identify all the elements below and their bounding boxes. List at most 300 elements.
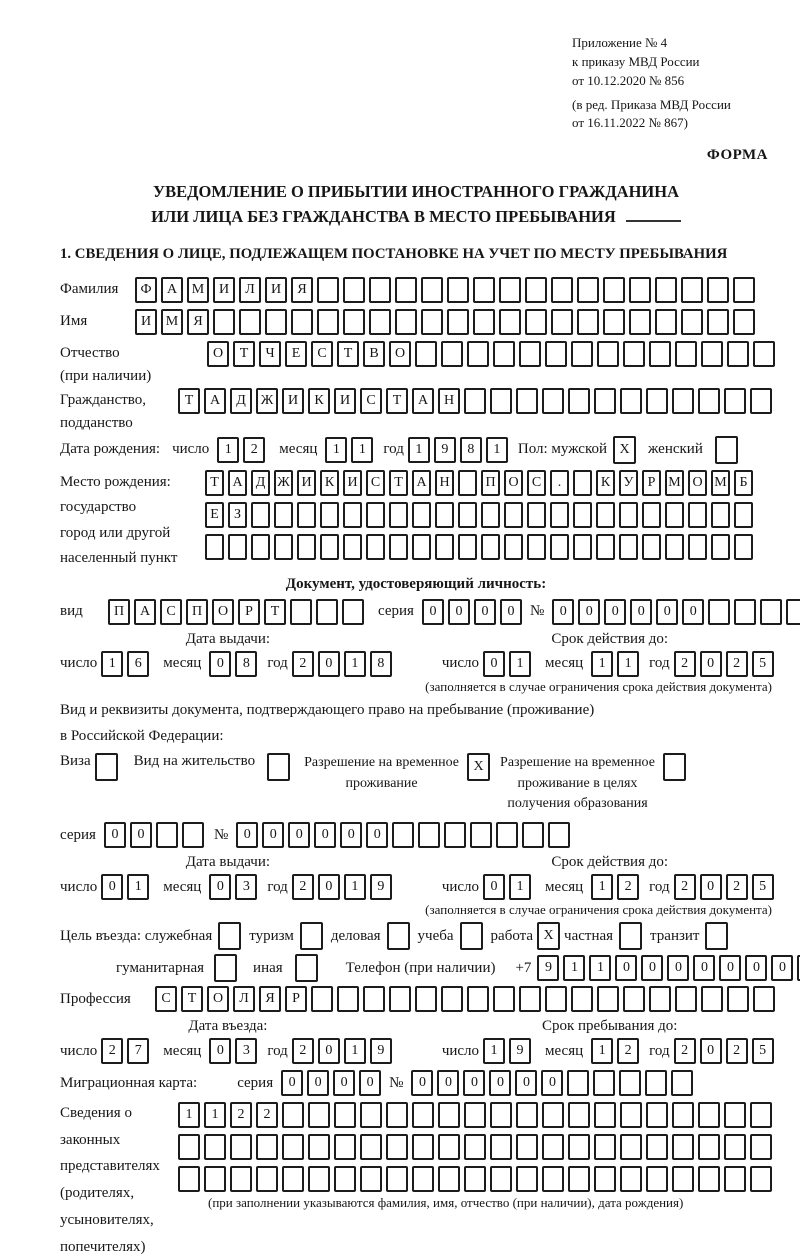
char-cell[interactable] [412, 534, 431, 560]
char-cell[interactable]: 9 [434, 437, 456, 463]
char-cell[interactable]: 0 [411, 1070, 433, 1096]
char-cell[interactable] [205, 534, 224, 560]
char-cell[interactable]: П [186, 599, 208, 625]
char-cell[interactable] [228, 534, 247, 560]
char-cell[interactable] [542, 1166, 564, 1192]
char-cell[interactable] [701, 986, 723, 1012]
char-cell[interactable]: 9 [370, 874, 392, 900]
char-cell[interactable]: 0 [262, 822, 284, 848]
char-cell[interactable]: М [711, 470, 730, 496]
char-cell[interactable] [311, 986, 333, 1012]
char-cell[interactable]: 0 [515, 1070, 537, 1096]
char-cell[interactable] [156, 822, 178, 848]
char-cell[interactable]: Е [205, 502, 224, 528]
char-cell[interactable]: 1 [344, 651, 366, 677]
char-cell[interactable] [750, 1166, 772, 1192]
char-cell[interactable] [334, 1102, 356, 1128]
char-cell[interactable] [527, 502, 546, 528]
char-cell[interactable]: А [228, 470, 247, 496]
female-checkbox[interactable] [715, 436, 738, 464]
char-cell[interactable] [467, 341, 489, 367]
char-cell[interactable] [760, 599, 782, 625]
char-cell[interactable]: О [688, 470, 707, 496]
char-cell[interactable] [545, 341, 567, 367]
char-cell[interactable] [724, 388, 746, 414]
char-cell[interactable]: 1 [483, 1038, 505, 1064]
char-cell[interactable] [596, 534, 615, 560]
char-cell[interactable] [317, 277, 339, 303]
char-cell[interactable] [251, 534, 270, 560]
char-cell[interactable]: 2 [230, 1102, 252, 1128]
char-cell[interactable]: Т [181, 986, 203, 1012]
char-cell[interactable] [470, 822, 492, 848]
char-cell[interactable]: 9 [537, 955, 559, 981]
char-cell[interactable]: 8 [235, 651, 257, 677]
char-cell[interactable]: 0 [333, 1070, 355, 1096]
char-cell[interactable] [490, 1134, 512, 1160]
char-cell[interactable] [230, 1166, 252, 1192]
char-cell[interactable] [551, 309, 573, 335]
char-cell[interactable] [727, 341, 749, 367]
char-cell[interactable] [527, 534, 546, 560]
char-cell[interactable] [516, 1102, 538, 1128]
char-cell[interactable]: У [619, 470, 638, 496]
char-cell[interactable] [282, 1166, 304, 1192]
char-cell[interactable]: А [161, 277, 183, 303]
char-cell[interactable]: 6 [127, 651, 149, 677]
char-cell[interactable] [551, 277, 573, 303]
char-cell[interactable] [386, 1102, 408, 1128]
char-cell[interactable]: 3 [235, 874, 257, 900]
char-cell[interactable]: 1 [509, 651, 531, 677]
char-cell[interactable]: Ч [259, 341, 281, 367]
char-cell[interactable]: 0 [483, 651, 505, 677]
char-cell[interactable]: 2 [726, 1038, 748, 1064]
char-cell[interactable]: К [320, 470, 339, 496]
char-cell[interactable]: 1 [178, 1102, 200, 1128]
char-cell[interactable]: М [187, 277, 209, 303]
char-cell[interactable] [573, 470, 592, 496]
char-cell[interactable]: 0 [483, 874, 505, 900]
char-cell[interactable] [665, 534, 684, 560]
char-cell[interactable] [369, 277, 391, 303]
char-cell[interactable]: 0 [448, 599, 470, 625]
char-cell[interactable]: 0 [314, 822, 336, 848]
char-cell[interactable]: О [207, 986, 229, 1012]
char-cell[interactable]: 0 [318, 874, 340, 900]
char-cell[interactable] [366, 502, 385, 528]
char-cell[interactable] [646, 388, 668, 414]
char-cell[interactable] [438, 1134, 460, 1160]
char-cell[interactable]: С [160, 599, 182, 625]
char-cell[interactable]: 0 [307, 1070, 329, 1096]
char-cell[interactable]: Т [264, 599, 286, 625]
char-cell[interactable] [597, 341, 619, 367]
char-cell[interactable] [698, 1166, 720, 1192]
char-cell[interactable]: 2 [726, 874, 748, 900]
char-cell[interactable]: Н [435, 470, 454, 496]
char-cell[interactable] [290, 599, 312, 625]
char-cell[interactable] [366, 534, 385, 560]
char-cell[interactable]: 0 [366, 822, 388, 848]
char-cell[interactable] [493, 341, 515, 367]
char-cell[interactable] [435, 502, 454, 528]
char-cell[interactable] [568, 1134, 590, 1160]
char-cell[interactable] [724, 1102, 746, 1128]
char-cell[interactable]: 0 [359, 1070, 381, 1096]
char-cell[interactable] [550, 502, 569, 528]
char-cell[interactable]: М [665, 470, 684, 496]
char-cell[interactable]: 0 [340, 822, 362, 848]
char-cell[interactable]: А [134, 599, 156, 625]
char-cell[interactable]: 0 [667, 955, 689, 981]
char-cell[interactable] [256, 1134, 278, 1160]
char-cell[interactable] [342, 599, 364, 625]
char-cell[interactable] [389, 986, 411, 1012]
char-cell[interactable]: О [212, 599, 234, 625]
char-cell[interactable]: С [366, 470, 385, 496]
char-cell[interactable]: 7 [127, 1038, 149, 1064]
char-cell[interactable] [577, 309, 599, 335]
char-cell[interactable]: Л [239, 277, 261, 303]
char-cell[interactable] [297, 534, 316, 560]
char-cell[interactable] [320, 534, 339, 560]
char-cell[interactable]: 1 [204, 1102, 226, 1128]
char-cell[interactable] [568, 388, 590, 414]
char-cell[interactable] [681, 309, 703, 335]
char-cell[interactable]: Д [230, 388, 252, 414]
char-cell[interactable]: Н [438, 388, 460, 414]
char-cell[interactable]: 0 [745, 955, 767, 981]
char-cell[interactable]: О [504, 470, 523, 496]
char-cell[interactable] [458, 502, 477, 528]
char-cell[interactable]: А [204, 388, 226, 414]
char-cell[interactable]: 1 [563, 955, 585, 981]
char-cell[interactable] [415, 341, 437, 367]
char-cell[interactable]: Я [291, 277, 313, 303]
char-cell[interactable] [671, 1070, 693, 1096]
char-cell[interactable] [308, 1166, 330, 1192]
char-cell[interactable]: 0 [656, 599, 678, 625]
char-cell[interactable] [334, 1134, 356, 1160]
char-cell[interactable]: 2 [243, 437, 265, 463]
char-cell[interactable]: 0 [700, 874, 722, 900]
char-cell[interactable]: 0 [630, 599, 652, 625]
char-cell[interactable]: 2 [617, 1038, 639, 1064]
char-cell[interactable]: К [596, 470, 615, 496]
char-cell[interactable]: 0 [318, 651, 340, 677]
char-cell[interactable] [412, 1166, 434, 1192]
char-cell[interactable] [733, 309, 755, 335]
char-cell[interactable] [733, 277, 755, 303]
char-cell[interactable] [623, 341, 645, 367]
char-cell[interactable] [412, 502, 431, 528]
char-cell[interactable] [734, 599, 756, 625]
char-cell[interactable]: В [363, 341, 385, 367]
char-cell[interactable] [282, 1134, 304, 1160]
char-cell[interactable]: И [343, 470, 362, 496]
char-cell[interactable] [418, 822, 440, 848]
char-cell[interactable] [441, 341, 463, 367]
char-cell[interactable]: Р [238, 599, 260, 625]
edu-residence-checkbox[interactable] [663, 753, 686, 781]
char-cell[interactable] [363, 986, 385, 1012]
char-cell[interactable]: Я [187, 309, 209, 335]
char-cell[interactable]: 8 [370, 651, 392, 677]
char-cell[interactable]: Т [389, 470, 408, 496]
char-cell[interactable] [672, 388, 694, 414]
char-cell[interactable] [619, 1070, 641, 1096]
char-cell[interactable]: 3 [235, 1038, 257, 1064]
char-cell[interactable]: Т [233, 341, 255, 367]
work-checkbox[interactable]: X [537, 922, 560, 950]
char-cell[interactable] [317, 309, 339, 335]
char-cell[interactable] [504, 534, 523, 560]
char-cell[interactable]: 0 [463, 1070, 485, 1096]
char-cell[interactable]: Д [251, 470, 270, 496]
char-cell[interactable]: 2 [292, 651, 314, 677]
char-cell[interactable] [619, 534, 638, 560]
char-cell[interactable] [282, 1102, 304, 1128]
char-cell[interactable]: 0 [719, 955, 741, 981]
char-cell[interactable] [435, 534, 454, 560]
char-cell[interactable] [360, 1166, 382, 1192]
char-cell[interactable]: Е [285, 341, 307, 367]
char-cell[interactable] [447, 277, 469, 303]
char-cell[interactable] [629, 309, 651, 335]
char-cell[interactable]: М [161, 309, 183, 335]
char-cell[interactable] [620, 388, 642, 414]
char-cell[interactable] [412, 1134, 434, 1160]
char-cell[interactable]: О [389, 341, 411, 367]
char-cell[interactable] [395, 309, 417, 335]
char-cell[interactable]: С [360, 388, 382, 414]
char-cell[interactable]: И [213, 277, 235, 303]
char-cell[interactable]: 1 [591, 651, 613, 677]
char-cell[interactable]: 0 [236, 822, 258, 848]
char-cell[interactable] [629, 277, 651, 303]
char-cell[interactable]: 2 [292, 1038, 314, 1064]
char-cell[interactable]: 0 [552, 599, 574, 625]
char-cell[interactable]: 1 [408, 437, 430, 463]
char-cell[interactable] [672, 1166, 694, 1192]
char-cell[interactable]: И [334, 388, 356, 414]
char-cell[interactable]: И [282, 388, 304, 414]
residence-permit-checkbox[interactable] [267, 753, 290, 781]
char-cell[interactable] [571, 341, 593, 367]
char-cell[interactable] [182, 822, 204, 848]
char-cell[interactable] [499, 309, 521, 335]
char-cell[interactable] [596, 502, 615, 528]
char-cell[interactable] [701, 341, 723, 367]
char-cell[interactable]: 0 [578, 599, 600, 625]
char-cell[interactable]: И [297, 470, 316, 496]
char-cell[interactable] [334, 1166, 356, 1192]
char-cell[interactable] [594, 1166, 616, 1192]
char-cell[interactable] [568, 1166, 590, 1192]
char-cell[interactable] [458, 534, 477, 560]
char-cell[interactable]: 0 [693, 955, 715, 981]
char-cell[interactable]: 1 [509, 874, 531, 900]
char-cell[interactable]: 1 [127, 874, 149, 900]
char-cell[interactable]: 9 [509, 1038, 531, 1064]
char-cell[interactable] [646, 1134, 668, 1160]
char-cell[interactable] [620, 1102, 642, 1128]
char-cell[interactable]: 0 [437, 1070, 459, 1096]
char-cell[interactable] [750, 388, 772, 414]
char-cell[interactable]: 2 [256, 1102, 278, 1128]
char-cell[interactable]: 0 [209, 1038, 231, 1064]
char-cell[interactable] [711, 534, 730, 560]
char-cell[interactable]: 1 [344, 874, 366, 900]
char-cell[interactable] [619, 502, 638, 528]
char-cell[interactable]: 2 [674, 874, 696, 900]
char-cell[interactable]: 1 [101, 651, 123, 677]
char-cell[interactable]: 1 [486, 437, 508, 463]
char-cell[interactable]: 0 [500, 599, 522, 625]
char-cell[interactable] [230, 1134, 252, 1160]
char-cell[interactable] [320, 502, 339, 528]
char-cell[interactable]: 0 [288, 822, 310, 848]
private-checkbox[interactable] [619, 922, 642, 950]
char-cell[interactable] [542, 1134, 564, 1160]
char-cell[interactable] [438, 1166, 460, 1192]
char-cell[interactable] [316, 599, 338, 625]
char-cell[interactable] [655, 309, 677, 335]
char-cell[interactable]: П [481, 470, 500, 496]
char-cell[interactable] [251, 502, 270, 528]
char-cell[interactable] [360, 1134, 382, 1160]
char-cell[interactable] [274, 534, 293, 560]
char-cell[interactable] [681, 277, 703, 303]
humanitarian-checkbox[interactable] [214, 954, 237, 982]
male-checkbox[interactable]: X [613, 436, 636, 464]
char-cell[interactable] [464, 1166, 486, 1192]
char-cell[interactable] [412, 1102, 434, 1128]
char-cell[interactable] [213, 309, 235, 335]
char-cell[interactable] [493, 986, 515, 1012]
char-cell[interactable] [389, 534, 408, 560]
transit-checkbox[interactable] [705, 922, 728, 950]
char-cell[interactable] [360, 1102, 382, 1128]
temp-residence-checkbox[interactable]: X [467, 753, 490, 781]
char-cell[interactable] [204, 1134, 226, 1160]
char-cell[interactable]: 0 [682, 599, 704, 625]
char-cell[interactable] [594, 1102, 616, 1128]
char-cell[interactable] [698, 1134, 720, 1160]
char-cell[interactable]: 1 [617, 651, 639, 677]
char-cell[interactable] [447, 309, 469, 335]
char-cell[interactable] [444, 822, 466, 848]
char-cell[interactable]: 0 [700, 651, 722, 677]
char-cell[interactable]: 1 [589, 955, 611, 981]
char-cell[interactable]: 1 [351, 437, 373, 463]
char-cell[interactable] [688, 502, 707, 528]
char-cell[interactable] [525, 309, 547, 335]
char-cell[interactable] [525, 277, 547, 303]
char-cell[interactable] [343, 277, 365, 303]
char-cell[interactable]: 0 [318, 1038, 340, 1064]
char-cell[interactable] [343, 502, 362, 528]
char-cell[interactable] [620, 1166, 642, 1192]
tourism-checkbox[interactable] [300, 922, 323, 950]
char-cell[interactable] [753, 341, 775, 367]
char-cell[interactable]: З [228, 502, 247, 528]
char-cell[interactable] [343, 309, 365, 335]
char-cell[interactable]: 0 [209, 651, 231, 677]
char-cell[interactable] [490, 1102, 512, 1128]
char-cell[interactable]: 1 [217, 437, 239, 463]
char-cell[interactable] [568, 1102, 590, 1128]
char-cell[interactable]: 2 [674, 1038, 696, 1064]
char-cell[interactable] [548, 822, 570, 848]
char-cell[interactable]: 9 [370, 1038, 392, 1064]
char-cell[interactable] [786, 599, 800, 625]
char-cell[interactable] [753, 986, 775, 1012]
char-cell[interactable] [603, 277, 625, 303]
char-cell[interactable] [392, 822, 414, 848]
char-cell[interactable] [573, 502, 592, 528]
char-cell[interactable] [603, 309, 625, 335]
char-cell[interactable] [274, 502, 293, 528]
char-cell[interactable]: Я [259, 986, 281, 1012]
char-cell[interactable] [550, 534, 569, 560]
char-cell[interactable]: 0 [104, 822, 126, 848]
char-cell[interactable] [421, 309, 443, 335]
char-cell[interactable]: С [311, 341, 333, 367]
char-cell[interactable] [708, 599, 730, 625]
char-cell[interactable] [645, 1070, 667, 1096]
char-cell[interactable] [646, 1102, 668, 1128]
char-cell[interactable] [665, 502, 684, 528]
char-cell[interactable] [239, 309, 261, 335]
char-cell[interactable] [308, 1134, 330, 1160]
char-cell[interactable]: 2 [617, 874, 639, 900]
char-cell[interactable]: А [412, 470, 431, 496]
char-cell[interactable]: 0 [771, 955, 793, 981]
char-cell[interactable]: 2 [292, 874, 314, 900]
char-cell[interactable] [481, 502, 500, 528]
char-cell[interactable] [542, 388, 564, 414]
char-cell[interactable]: И [135, 309, 157, 335]
char-cell[interactable] [516, 388, 538, 414]
char-cell[interactable] [496, 822, 518, 848]
char-cell[interactable]: Ж [274, 470, 293, 496]
char-cell[interactable] [464, 1102, 486, 1128]
char-cell[interactable] [571, 986, 593, 1012]
char-cell[interactable] [707, 277, 729, 303]
char-cell[interactable] [750, 1134, 772, 1160]
char-cell[interactable]: 0 [700, 1038, 722, 1064]
char-cell[interactable] [542, 1102, 564, 1128]
char-cell[interactable] [481, 534, 500, 560]
char-cell[interactable] [438, 1102, 460, 1128]
char-cell[interactable] [646, 1166, 668, 1192]
char-cell[interactable]: 2 [674, 651, 696, 677]
char-cell[interactable] [620, 1134, 642, 1160]
char-cell[interactable]: Б [734, 470, 753, 496]
char-cell[interactable] [490, 388, 512, 414]
char-cell[interactable] [750, 1102, 772, 1128]
char-cell[interactable]: 0 [281, 1070, 303, 1096]
char-cell[interactable]: О [207, 341, 229, 367]
char-cell[interactable] [441, 986, 463, 1012]
char-cell[interactable]: 0 [641, 955, 663, 981]
char-cell[interactable] [490, 1166, 512, 1192]
business-checkbox[interactable] [387, 922, 410, 950]
char-cell[interactable] [655, 277, 677, 303]
char-cell[interactable] [473, 277, 495, 303]
